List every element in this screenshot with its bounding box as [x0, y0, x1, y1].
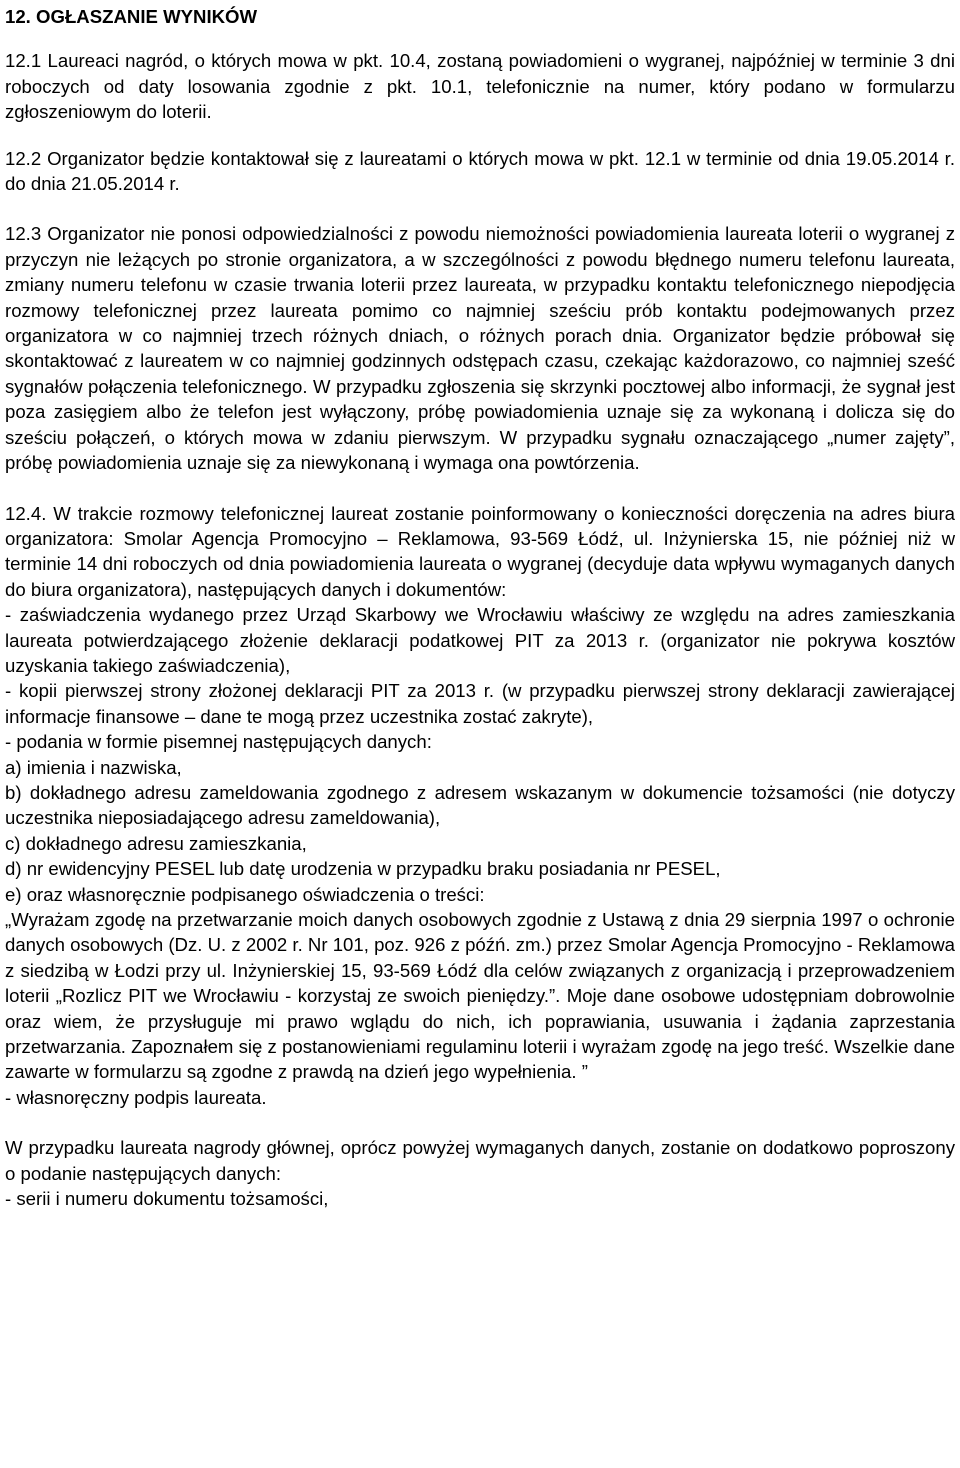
list-item: d) nr ewidencyjny PESEL lub datę urodzenia w przypadku braku posiadania nr PESEL, — [5, 858, 721, 880]
list-item: b) dokładnego adresu zameldowania zgodnego z adresem wskazanym w dokumencie tożsamości (nie dotyczy uczestnika nieposiadającego adresu zameldowania), — [5, 781, 955, 829]
list-item: e) oraz własnoręcznie podpisanego oświadczenia o treści: — [5, 883, 485, 905]
paragraph-main-prize — [5, 1135, 955, 1211]
paragraph-text: Laureaci nagród, o których mowa w pkt. 10.4, zostaną powiadomieni o wygranej, najpóźniej w terminie 3 dni roboczych od daty losowania zgodnie z pkt. 10.1, telefonicznie na numer, który podano w formularzu zgłoszeniowym do loterii. — [5, 50, 955, 123]
document-page — [5, 0, 955, 1211]
list-item: - kopii pierwszej strony złożonej deklaracji PIT za 2013 r. (w przypadku pierwszej strony deklaracji zawierającej informacje finansowe – dane te mogą przez uczestnika zostać zakryte), — [5, 680, 955, 727]
paragraph-12-3 — [5, 221, 955, 475]
consent-statement: „Wyrażam zgodę na przetwarzanie moich danych osobowych zgodnie z Ustawą z dnia 29 sierpnia 1997 o ochronie danych osobowych (Dz. U. z 2002 r. Nr 101, poz. 926 z późń. zm.) przez Smolar Agencja Promocyjno - Reklamowa z siedzibą w Łodzi przy ul. Inżynierskiej 15, 93-569 Łódź dla celów związanych z organizacją i przeprowadzeniem loterii „Rozlicz PIT we Wrocławiu - korzystaj ze swoich pieniędzy.”. Moje dane osobowe udostępniam dobrowolnie oraz wiem, że przysługuje mi prawo wglądu do nich, ich poprawiania, usuwania i żądania zaprzestania przetwarzania. Zapoznałem się z postanowieniami regulaminu loterii i wyrażam zgodę na jego treść. Wszelkie dane zawarte w formularzu są zgodne z prawdą na dzień jego wypełnienia. ” — [5, 909, 955, 1083]
paragraph-12-4 — [5, 501, 955, 1111]
paragraph-number: 12.4. — [5, 502, 47, 524]
paragraph-text: Organizator będzie kontaktował się z laureatami o których mowa w pkt. 12.1 w terminie od dnia 19.05.2014 r. do dnia 21.05.2014 r. — [5, 147, 955, 195]
list-item: - podania w formie pisemnej następujących danych: — [5, 731, 432, 753]
paragraph-number: 12.1 — [5, 50, 42, 72]
list-item: - własnoręczny podpis laureata. — [5, 1086, 267, 1108]
section-title: 12. OGŁASZANIE WYNIKÓW — [5, 6, 258, 27]
paragraph-12-2 — [5, 146, 955, 197]
list-item: a) imienia i nazwiska, — [5, 756, 182, 778]
paragraph-text: W przypadku laureata nagrody głównej, oprócz powyżej wymaganych danych, zostanie on dodatkowo poproszony o podanie następujących danych: — [5, 1137, 955, 1184]
paragraph-text: Organizator nie ponosi odpowiedzialności z powodu niemożności powiadomienia laureata loterii o wygranej z przyczyn nie leżących po stronie organizatora, a w szczególności z powodu błędnego numeru telefonu laureata, zmiany numeru telefonu w czasie trwania loterii przez laureata, w przypadku kontaktu telefonicznego niepodjęcia rozmowy telefonicznej przez laureata pomimo co najmniej sześciu prób kontaktu podejmowanych przez organizatora w co najmniej trzech różnych dniach, o różnych porach dnia. Organizator będzie próbował się skontaktować z laureatem w co najmniej godzinnych odstępach czasu, czekając każdorazowo, co najmniej sześć sygnałów połączenia telefonicznego. W przypadku zgłoszenia się skrzynki pocztowej albo informacji, że sygnał jest poza zasięgiem albo że telefon jest wyłączony, próbę powiadomienia uznaje się za wykonaną i dolicza się do sześciu połączeń, o których mowa w zdaniu pierwszym. W przypadku sygnału oznaczającego „numer zajęty”, próbę powiadomienia uznaje się za niewykonaną i wymaga ona powtórzenia. — [5, 223, 955, 474]
paragraph-12-1 — [5, 48, 955, 124]
paragraph-12-4-intro — [5, 501, 955, 603]
paragraph-text: W trakcie rozmowy telefonicznej laureat zostanie poinformowany o konieczności doręczenia na adres biura organizatora: Smolar Agencja Promocyjno – Reklamowa, 93-569 Łódź, ul. Inżynierska 15, nie później niż w terminie 14 dni roboczych od dnia powiadomienia laureata o wygranej (decyduje data wpływu wymaganych danych do biura organizatora), następujących danych i dokumentów: — [5, 502, 955, 600]
list-item: - zaświadczenia wydanego przez Urząd Skarbowy we Wrocławiu właściwy ze względu na adres zamieszkania laureata potwierdzającego złożenie deklaracji podatkowej PIT za 2013 r. (organizator nie pokrywa kosztów uzyskania takiego zaświadczenia), — [5, 604, 955, 676]
paragraph-number: 12.2 — [5, 147, 42, 169]
list-item: - serii i numeru dokumentu tożsamości, — [5, 1188, 329, 1210]
paragraph-number: 12.3 — [5, 223, 42, 245]
list-item: c) dokładnego adresu zamieszkania, — [5, 832, 307, 854]
